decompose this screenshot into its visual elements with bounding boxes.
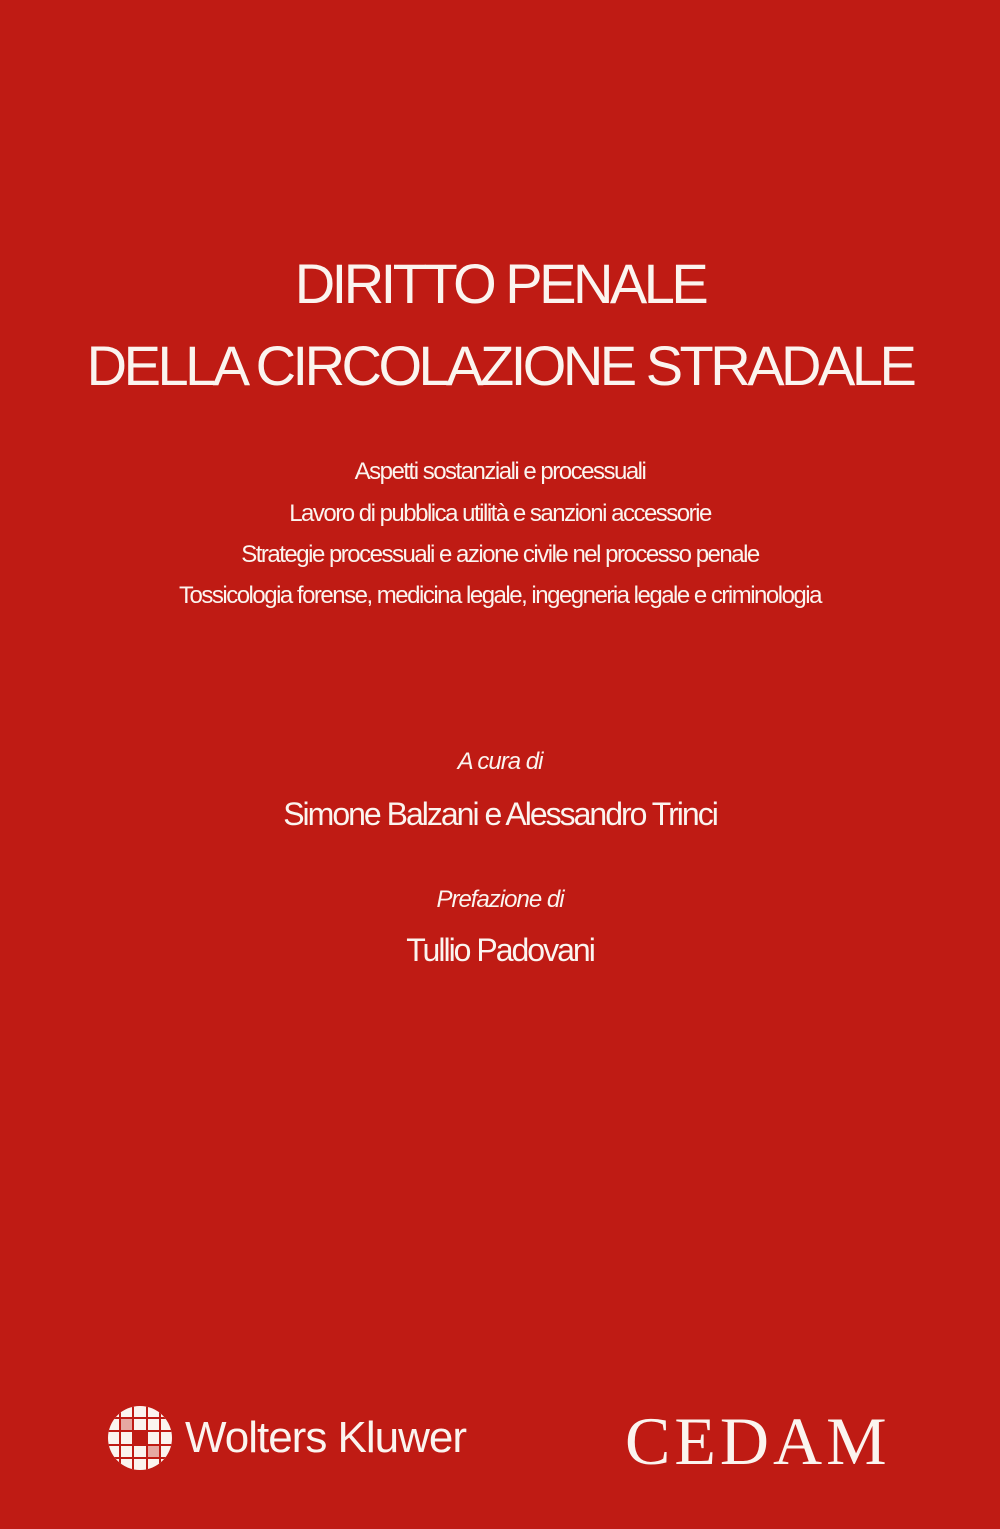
preface-author xyxy=(0,932,1000,969)
subtitle-line xyxy=(0,582,1000,611)
subtitle-text: Strategie processuali e azione civile nel processo penale xyxy=(241,541,759,568)
cedam-logo: CEDAM xyxy=(625,1403,891,1479)
preface-author-text: Tullio Padovani xyxy=(406,932,594,968)
book-title-line-2 xyxy=(0,332,1000,399)
subtitle-line xyxy=(0,458,1000,487)
title-text: DIRITTO PENALE xyxy=(294,252,706,315)
title-text: DELLA CIRCOLAZIONE STRADALE xyxy=(86,334,914,397)
subtitle-line xyxy=(0,500,1000,529)
wolters-kluwer-emblem-icon xyxy=(107,1405,173,1471)
book-title-line-1 xyxy=(0,250,1000,317)
subtitle-text: Lavoro di pubblica utilità e sanzioni accessorie xyxy=(289,500,711,527)
editors-label-text: A cura di xyxy=(457,748,543,775)
wolters-kluwer-logo xyxy=(107,1405,466,1471)
subtitle-text: Tossicologia forense, medicina legale, ingegneria legale e criminologia xyxy=(179,582,821,609)
editors-text: Simone Balzani e Alessandro Trinci xyxy=(283,796,717,832)
editors xyxy=(0,796,1000,833)
preface-label xyxy=(0,886,1000,914)
preface-label-text: Prefazione di xyxy=(436,886,564,913)
subtitle-text: Aspetti sostanziali e processuali xyxy=(354,458,646,485)
subtitle-line xyxy=(0,541,1000,570)
editors-label xyxy=(0,748,1000,776)
wolters-kluwer-wordmark: Wolters Kluwer xyxy=(185,1413,467,1462)
